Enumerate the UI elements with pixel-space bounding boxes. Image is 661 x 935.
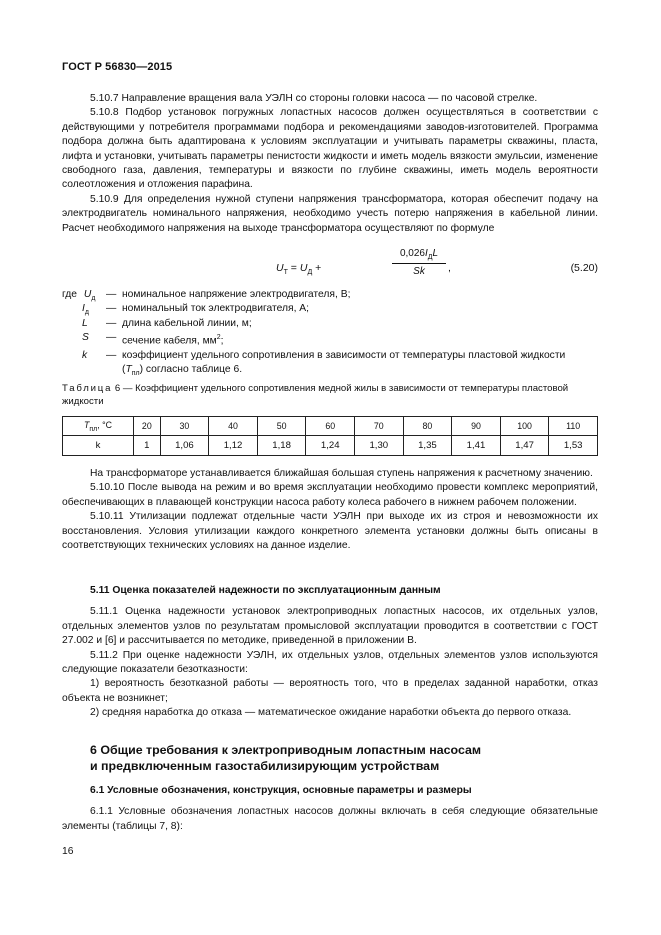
paragraph: На трансформаторе устанавливается ближайшая большая ступень напряжения к расчетному значению.: [90, 468, 593, 479]
table-row-k: [63, 436, 598, 456]
legend-row: k — коэффициент удельного сопротивления в зависимости от температуры пластовой жидкости $(T_{пл})$ согласно таблице 6.: [82, 350, 566, 378]
table-cell: 50: [257, 417, 306, 436]
table-cell: 1,41: [452, 436, 501, 456]
clause-5-10-11: 5.10.11 Утилизации подлежат отдельные части УЭЛН при выходе их из строя и невозможности их восстановления. Условия утилизации каждого конкретного элемента установки должны быть описаны в соответствующих технических условиях на данное изделие.: [62, 511, 598, 552]
table-cell: 1,47: [500, 436, 549, 456]
table-cell: 1,06: [160, 436, 209, 456]
list-item: 2) средняя наработка до отказа — математическое ожидание наработки объекта до первого отказа.: [90, 707, 572, 719]
section-6-1-title: 6.1 Условные обозначения, конструкция, основные параметры и размеры: [90, 785, 472, 796]
table-6: [62, 416, 598, 456]
legend-row: L — длина кабельной линии, м;: [82, 317, 252, 329]
table-cell: 40: [209, 417, 258, 436]
formula-lhs: $U_Т = U_Д$ +: [276, 262, 322, 277]
clause-6-1-1: 6.1.1 Условные обозначения лопастных насосов должны включать в себя следующие обязательные элементы (таблицы 7, 8):: [62, 806, 598, 832]
page-number: 16: [62, 846, 74, 857]
list-item: 1) вероятность безотказной работы — вероятность того, что в пределах заданной наработки, отказ объекта не возникнет;: [62, 678, 598, 704]
clause-5-10-10: 5.10.10 После вывода на режим и во время эксплуатации необходимо провести комплекс мероприятий, обеспечивающих в плавающей конструкции насоса работу колеса рабочего в нижнем рабочем положении.: [62, 482, 598, 508]
table-cell: 1,18: [257, 436, 306, 456]
formula-comma: ,: [448, 262, 451, 274]
section-5-11: [62, 584, 598, 721]
table-cell: 110: [549, 417, 598, 436]
document-header-code: ГОСТ Р 56830—2015: [62, 61, 173, 73]
legend-row: S — сечение кабеля, $мм^2$;: [82, 332, 224, 347]
table-cell: 30: [160, 417, 209, 436]
table-cell: 1,30: [355, 436, 404, 456]
section-6-title: [90, 742, 590, 774]
formula-legend: [62, 288, 598, 382]
formula-denominator: Sk: [413, 266, 425, 277]
table-header-cell: k: [63, 436, 134, 456]
table-cell: 90: [452, 417, 501, 436]
section-6-1: [62, 784, 598, 834]
table-cell: 1: [134, 436, 161, 456]
formula-numerator: $0,026I_ДL$: [392, 248, 446, 264]
clause-5-10-8: 5.10.8 Подбор установок погружных лопастных насосов должен осуществляться в соответствии с действующими у потребителя программами подбора и рекомендациями заводов-изготовителей. Программа подбора должна быть адаптирована к условиям эксплуатации и учитывать параметры скважины, пласта, лифта и установки, учитывать параметры пенистости жидкости и иметь модель вязкости эмульсии, изменение свободного газа, давления, температуры и вязкости по глубине скважины, иметь модель вероятности солеотложения и отложения парафина.: [62, 107, 598, 191]
table-cell: 80: [403, 417, 452, 436]
clauses-5-10-9-end-to-5-10-11: [62, 467, 598, 553]
table-cell: 1,12: [209, 436, 258, 456]
clause-5-10-7: 5.10.7 Направление вращения вала УЭЛН со стороны головки насоса — по часовой стрелке.: [90, 93, 538, 104]
clause-5-11-2: 5.11.2 При оценке надежности УЭЛН, их отдельных узлов, отдельных элементов узлов используются следующие показатели безотказности:: [62, 649, 598, 676]
clauses-5-10-7-to-5-10-9: [62, 92, 598, 236]
table-cell: 1,53: [549, 436, 598, 456]
table-header-cell: $T_{пл}$, °С: [63, 417, 134, 436]
table-cell: 1,24: [306, 436, 355, 456]
clause-5-11-1: 5.11.1 Оценка надежности установок электроприводных лопастных насосов, их отдельных узлов, отдельных элементов узлов по результатам промысловой эксплуатации проводится в соответствии с ГОСТ 27.002 и [6] и рассчитывается по методике, приведенной в приложении В.: [62, 606, 598, 647]
section-5-11-title: 5.11 Оценка показателей надежности по эксплуатационным данным: [90, 585, 441, 596]
section-6-title-line: и предвключенным газостабилизирующим устройствам: [90, 759, 440, 773]
table-cell: 1,35: [403, 436, 452, 456]
formula-fraction: [392, 248, 446, 277]
table-6-caption: Таблица 6 — Коэффициент удельного сопротивления медной жилы в зависимости от температуры пластовой жидкости: [62, 383, 569, 407]
formula-number: (5.20): [570, 262, 598, 274]
clause-5-10-9: 5.10.9 Для определения нужной ступени напряжения трансформатора, которая обеспечит подачу на электродвигатель номинального напряжения, необходимо учесть потерю напряжения в кабельной линии. Расчет необходимого напряжения на выходе трансформатора осуществляют по формуле: [62, 193, 598, 234]
formula-5-20: [62, 248, 598, 292]
table-cell: 70: [355, 417, 404, 436]
table-cell: 100: [500, 417, 549, 436]
table-cell: 60: [306, 417, 355, 436]
legend-row: где $U_д$ — номинальное напряжение электродвигателя, В;: [62, 289, 351, 303]
table-row-temperature: [63, 417, 598, 436]
table-cell: 20: [134, 417, 161, 436]
section-6-title-line: 6 Общие требования к электроприводным лопастным насосам: [90, 743, 482, 757]
legend-row: $I_д$ — номинальный ток электродвигателя, А;: [82, 303, 310, 317]
